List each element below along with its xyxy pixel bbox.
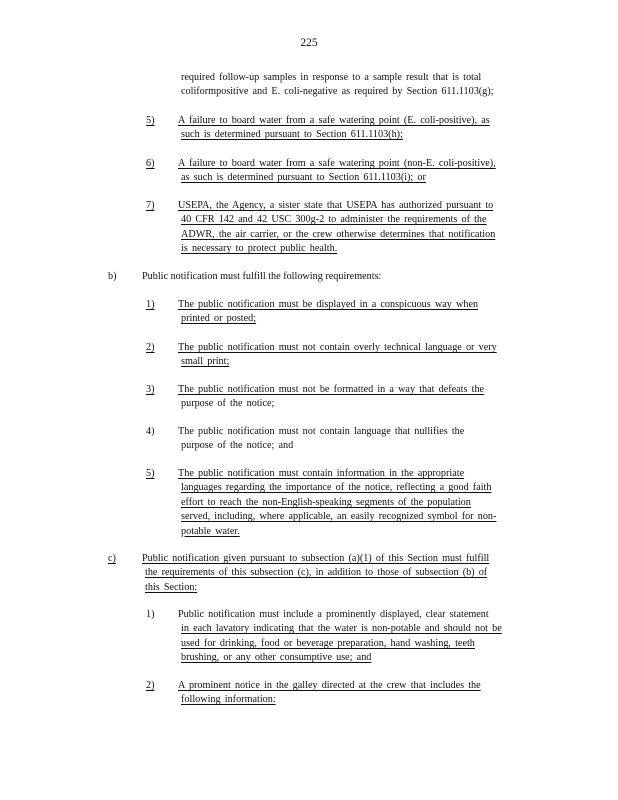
text-line: The public notification must not contain language that nullifies the xyxy=(178,426,465,437)
text-line: A prominent notice in the galley directed at the crew that includes the xyxy=(178,680,481,691)
text-line: coliformpositive and E. coli-negative as required by Section 611.1103(g); xyxy=(181,86,494,98)
item-number: 1) xyxy=(146,609,155,620)
text-line: The public notification must be displayed in a conspicuous way when xyxy=(178,299,479,310)
text-line: A failure to board water from a safe watering point (non-E. coli-positive), xyxy=(178,158,496,169)
text-line: Public notification must include a prominently displayed, clear statement xyxy=(178,609,489,620)
list-item xyxy=(178,298,520,327)
text-line: small print; xyxy=(181,356,230,368)
text-line: this Section: xyxy=(145,581,198,593)
text-line: potable water. xyxy=(181,525,240,537)
text-line: A failure to board water from a safe watering point (E. coli-positive), as xyxy=(178,115,490,126)
section-label: c) xyxy=(108,553,116,564)
text-line: used for drinking, food or beverage preparation, hand washing, teeth xyxy=(181,637,475,649)
item-number: 2) xyxy=(146,342,155,353)
text-line: purpose of the notice; and xyxy=(181,440,294,452)
list-item xyxy=(178,425,500,454)
text-line: is necessary to protect public health. xyxy=(181,243,338,255)
continuation-text xyxy=(181,71,526,100)
item-number: 4) xyxy=(146,426,155,437)
list-item xyxy=(178,608,538,666)
list-item xyxy=(178,679,518,708)
item-number: 1) xyxy=(146,299,155,310)
text-line: The public notification must not contain overly technical language or very xyxy=(178,342,497,353)
list-item xyxy=(178,157,530,186)
text-line: printed or posted; xyxy=(181,313,257,325)
text-line: languages regarding the importance of the notice, reflecting a good faith xyxy=(181,482,492,494)
text-line: 40 CFR 142 and 42 USC 300g-2 to administer the requirements of the xyxy=(181,214,487,226)
text-line: USEPA, the Agency, a sister state that USEPA has authorized pursuant to xyxy=(178,200,494,211)
section-text xyxy=(142,552,530,595)
list-item xyxy=(178,114,530,143)
item-number: 3) xyxy=(146,384,155,395)
item-number: 5) xyxy=(146,115,155,126)
section-label: b) xyxy=(108,271,117,282)
item-number: 7) xyxy=(146,200,155,211)
text-line: effort to reach the non-English-speaking segments of the population xyxy=(181,496,471,508)
list-item xyxy=(178,341,535,370)
text-line: the requirements of this subsection (c), in addition to those of subsection (b) of xyxy=(145,567,488,579)
text-line: The public notification must contain information in the appropriate xyxy=(178,468,465,479)
text-line: ADWR, the air carrier, or the crew otherwise determines that notification xyxy=(181,228,496,240)
item-number: 5) xyxy=(146,468,155,479)
item-number: 6) xyxy=(146,158,155,169)
text-line: required follow-up samples in response to a sample result that is total xyxy=(181,72,482,83)
list-item xyxy=(178,467,538,539)
text-line: as such is determined pursuant to Section 611.1103(i); or xyxy=(181,172,426,184)
list-item xyxy=(178,199,538,257)
item-number: 2) xyxy=(146,680,155,691)
list-item xyxy=(178,383,523,412)
text-line: served, including, where applicable, an easily recognized symbol for non- xyxy=(181,511,497,523)
text-line: purpose of the notice; xyxy=(181,398,275,410)
text-line: brushing, or any other consumptive use; and xyxy=(181,652,372,664)
text-line: The public notification must not be formatted in a way that defeats the xyxy=(178,384,485,395)
text-line: Public notification given pursuant to subsection (a)(1) of this Section must fulfill xyxy=(142,553,490,564)
text-line: in each lavatory indicating that the water is non-potable and should not be xyxy=(181,623,502,635)
section-text: Public notification must fulfill the following requirements: xyxy=(142,271,382,282)
text-line: such is determined pursuant to Section 611.1103(h); xyxy=(181,129,403,141)
text-line: following information: xyxy=(181,694,276,706)
page-number: 225 xyxy=(300,37,318,49)
